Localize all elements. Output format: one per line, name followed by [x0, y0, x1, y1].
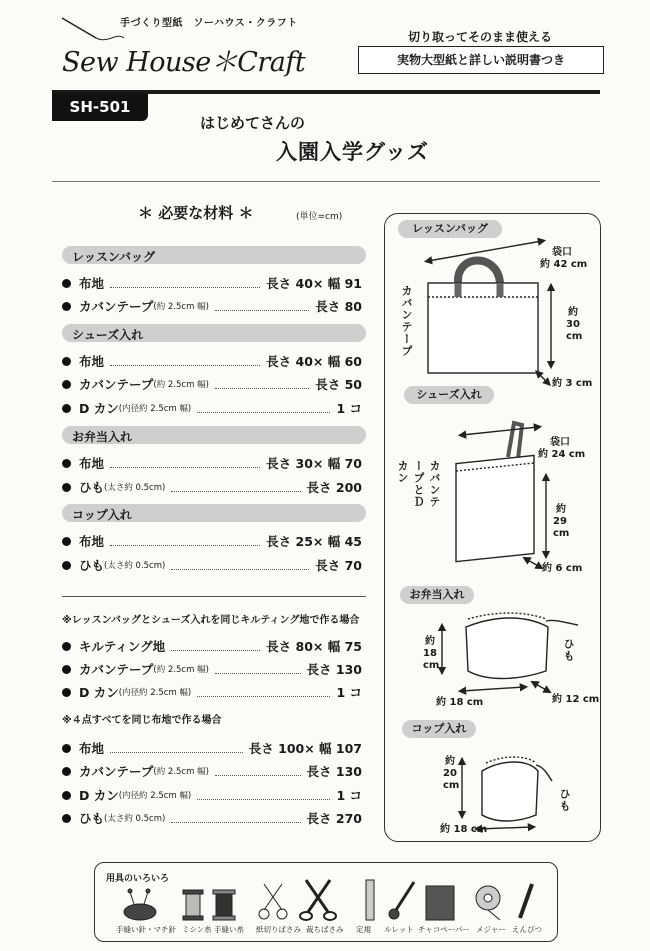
tool-label: ルレット — [384, 925, 414, 934]
material-item: ひも (太さ約 0.5cm) 長さ 200 — [62, 479, 362, 495]
lesson-bag-drawing — [428, 241, 551, 383]
dim-width: 約 42 cm — [540, 259, 588, 270]
chalk-paper-icon — [426, 886, 454, 920]
bullet-icon — [62, 791, 71, 800]
page-title: 入園入学グッズ — [276, 140, 429, 164]
brand-logo: Sew House＊Craft — [62, 47, 306, 78]
bullet-icon — [62, 665, 71, 674]
dim-height-a: 約 — [556, 504, 566, 515]
shoes-bag-drawing — [456, 423, 546, 567]
material-item: ひも (太さ約 0.5cm) 長さ 70 — [62, 557, 362, 573]
dim-depth: 約 12 cm — [552, 694, 600, 705]
page-subtitle: はじめてさんの — [200, 114, 306, 132]
materials-title: ＊ 必要な材料 ＊ — [138, 204, 254, 222]
section-header-lesson-bag: レッスンバッグ — [62, 246, 366, 264]
dim-height-b: 29 — [553, 516, 567, 527]
bullet-icon — [62, 537, 71, 546]
dim-depth: 約 3 cm — [552, 378, 593, 389]
materials-divider — [62, 596, 366, 597]
tools-title: 用具のいろいろ — [106, 874, 170, 884]
dim-width: 約 24 cm — [538, 449, 586, 460]
dim-width: 約 18 cm — [440, 824, 488, 835]
section-header-shoes-bag: シューズ入れ — [62, 324, 366, 342]
bullet-icon — [62, 357, 71, 366]
dim-height-c: cm — [566, 331, 583, 342]
material-item: 布地 長さ 40× 幅 91 — [62, 275, 362, 291]
dim-mouth: 袋口 — [550, 437, 570, 448]
unit-note: (単位=cm) — [296, 212, 343, 222]
material-item: D カン (内径約 2.5cm 幅) 1 コ — [62, 400, 362, 416]
bullet-icon — [62, 483, 71, 492]
pencil-icon — [520, 884, 532, 918]
material-item: D カン (内径約 2.5cm 幅) 1 コ — [62, 787, 362, 803]
dim-height-c: cm — [423, 660, 440, 671]
title-rule — [52, 181, 600, 182]
material-item: D カン (内径約 2.5cm 幅) 1 コ — [62, 684, 362, 700]
tracing-wheel-icon — [389, 882, 414, 919]
pincushion-icon — [124, 889, 156, 920]
tool-label: 定規 — [356, 925, 371, 934]
material-item: 布地 長さ 40× 幅 60 — [62, 353, 362, 369]
tape-label: カバンテープ — [400, 285, 413, 357]
material-item: 布地 長さ 25× 幅 45 — [62, 533, 362, 549]
dim-height-a: 約 — [425, 636, 435, 647]
dim-height-a: 約 — [445, 756, 455, 767]
material-item: カバンテープ (約 2.5cm 幅) 長さ 80 — [62, 298, 362, 314]
bullet-icon — [62, 814, 71, 823]
tool-label: メジャー — [476, 925, 506, 934]
product-code-badge: SH-501 — [52, 93, 148, 121]
dim-height-c: cm — [553, 528, 570, 539]
tape-measure-icon — [476, 886, 500, 920]
hand-thread-icon — [213, 890, 235, 920]
tagline-top: 切り取ってそのまま使える — [407, 30, 552, 44]
dim-height-c: cm — [443, 780, 460, 791]
paper-scissors-icon — [259, 884, 287, 919]
tape-dring-label: カバンテープとＤカン — [396, 460, 441, 508]
bullet-icon — [62, 380, 71, 389]
bullet-icon — [62, 767, 71, 776]
illus-label-lesson-bag: レッスンバッグ — [398, 220, 502, 238]
illus-label-cup-bag: コップ入れ — [402, 720, 476, 738]
section-header-cup-bag: コップ入れ — [62, 504, 366, 522]
illus-label-shoes-bag: シューズ入れ — [404, 386, 494, 404]
cord-label: ひも — [562, 638, 575, 662]
dim-mouth: 袋口 — [552, 247, 572, 258]
tagline-bottom: 実物大型紙と詳しい説明書つき — [358, 46, 604, 74]
dim-height-b: 20 — [443, 768, 457, 779]
material-item: カバンテープ (約 2.5cm 幅) 長さ 130 — [62, 661, 362, 677]
material-item: キルティング地 長さ 80× 幅 75 — [62, 638, 362, 654]
dim-height-b: 30 — [566, 319, 580, 330]
material-item: 布地 長さ 30× 幅 70 — [62, 455, 362, 471]
bullet-icon — [62, 302, 71, 311]
dim-height-b: 18 — [423, 648, 437, 659]
bullet-icon — [62, 459, 71, 468]
alternative-note-quilting: ※レッスンバッグとシューズ入れを同じキルティング地で作る場合 — [62, 615, 360, 626]
tool-label: ミシン糸 — [182, 925, 212, 934]
tool-label: チャコペーパー — [418, 925, 470, 934]
tool-label: 手縫い糸 — [214, 925, 244, 934]
bullet-icon — [62, 688, 71, 697]
bullet-icon — [62, 744, 71, 753]
cup-bag-drawing — [462, 757, 552, 829]
bullet-icon — [62, 561, 71, 570]
alternative-note-same-fabric: ※４点すべてを同じ布地で作る場合 — [62, 715, 222, 726]
thread-spool-icon — [183, 890, 203, 920]
material-item: カバンテープ (約 2.5cm 幅) 長さ 130 — [62, 763, 362, 779]
material-item: カバンテープ (約 2.5cm 幅) 長さ 50 — [62, 376, 362, 392]
material-item: ひも (太さ約 0.5cm) 長さ 270 — [62, 810, 362, 826]
material-item: 布地 長さ 100× 幅 107 — [62, 740, 362, 756]
bullet-icon — [62, 642, 71, 651]
tool-label: えんぴつ — [512, 925, 542, 934]
cord-label: ひも — [558, 788, 571, 812]
illus-label-lunch-bag: お弁当入れ — [400, 586, 474, 604]
tool-label: 裁ちばさみ — [306, 925, 344, 934]
fabric-scissors-icon — [300, 880, 336, 920]
bullet-icon — [62, 279, 71, 288]
tool-label: 紙切りばさみ — [256, 925, 301, 934]
ruler-icon — [366, 880, 374, 920]
tool-icons — [96, 876, 554, 924]
brand-subtitle: 手づくり型紙 ソーハウス・クラフト — [120, 18, 298, 29]
dim-width: 約 18 cm — [436, 697, 484, 708]
dim-depth: 約 6 cm — [542, 563, 583, 574]
tool-label: 手縫い針・マチ針 — [116, 925, 176, 934]
section-header-lunch-bag: お弁当入れ — [62, 426, 366, 444]
dim-height-a: 約 — [568, 307, 578, 318]
lunch-bag-drawing — [442, 613, 578, 691]
bullet-icon — [62, 404, 71, 413]
